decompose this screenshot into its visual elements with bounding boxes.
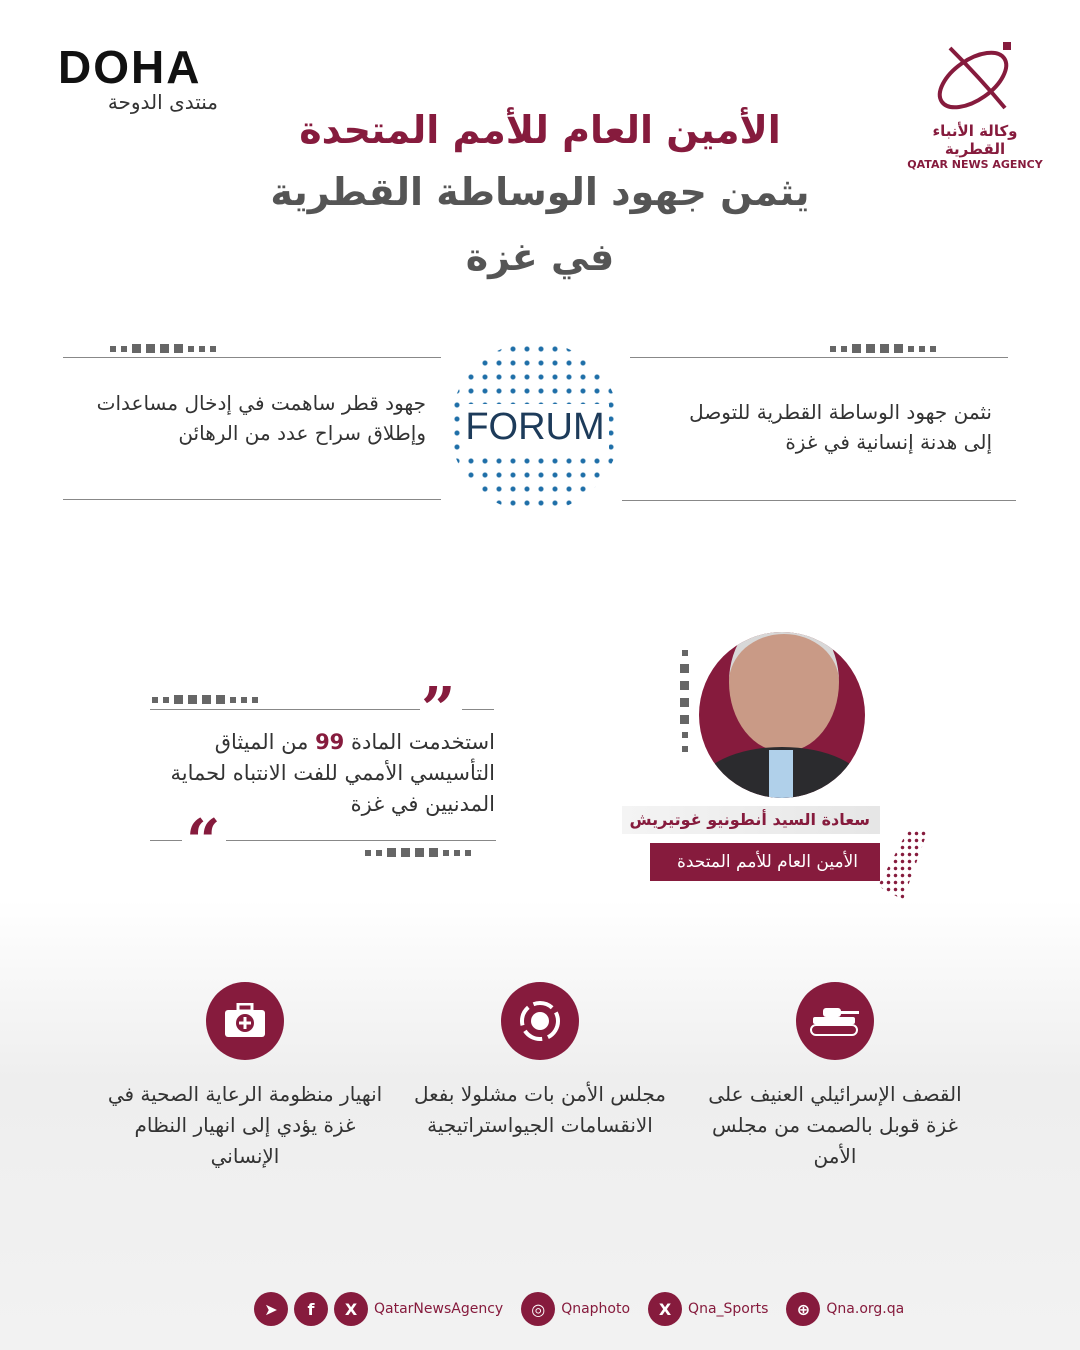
divider (63, 499, 441, 500)
left-quote-text (60, 388, 426, 448)
quote-text-part: استخدمت المادة (344, 730, 495, 754)
social-footer (254, 1292, 904, 1326)
dots-decoration (152, 695, 258, 704)
qna-emblem-icon (925, 38, 1025, 118)
website-link[interactable]: Qna.org.qa (826, 1301, 905, 1317)
divider (462, 709, 494, 710)
globe-icon[interactable]: ⊕ (786, 1292, 820, 1326)
right-quote-line: نثمن جهود الوساطة القطرية للتوصل (689, 400, 992, 424)
quote-article-number: 99 (315, 730, 345, 754)
forum-wordmark: FORUM (461, 404, 608, 451)
dots-decoration (365, 848, 471, 857)
tank-icon (796, 982, 874, 1060)
dots-decoration (680, 650, 689, 752)
dots-decoration (878, 830, 928, 900)
feature-text: القصف الإسرائيلي العنيف على غزة قوبل بالصمت من مجلس الأمن (708, 1082, 962, 1168)
sports-handle-link[interactable]: Qna_Sports (688, 1301, 769, 1317)
facebook-icon[interactable]: f (294, 1292, 328, 1326)
instagram-icon[interactable]: ◎ (521, 1292, 555, 1326)
dots-decoration (830, 344, 936, 353)
feature-text: مجلس الأمن بات مشلولا بفعل الانقسامات الجيواستراتيجية (414, 1082, 666, 1137)
portrait-photo (699, 632, 865, 798)
headline-line-2: يثمن جهود الوساطة القطرية (270, 170, 810, 214)
doha-forum-logo (58, 41, 218, 114)
doha-wordmark: DOHA (58, 41, 202, 93)
dots-decoration (110, 344, 216, 353)
quote-text-part: من الميثاق التأسيسي الأممي للفت الانتباه لحماية المدنيين في غزة (170, 730, 495, 816)
x-icon[interactable]: X (648, 1292, 682, 1326)
globe-network-icon (501, 982, 579, 1060)
person-name-text: سعادة السيد أنطونيو غوتيريش (629, 810, 870, 829)
headline-line-3: في غزة (465, 235, 615, 279)
left-quote-line: جهود قطر ساهمت في إدخال مساعدات (96, 391, 426, 415)
doha-arabic: منتدى الدوحة (107, 90, 218, 114)
social-handle-link[interactable]: QatarNewsAgency (374, 1301, 504, 1317)
divider (226, 840, 496, 841)
divider (63, 357, 441, 358)
divider (150, 840, 182, 841)
qna-arabic-name: وكالة الأنباء القطرية (932, 122, 1018, 158)
right-quote-text (620, 397, 992, 457)
qna-english-name: QATAR NEWS AGENCY (907, 158, 1043, 171)
headline-line-1: الأمين العام للأمم المتحدة (299, 108, 781, 152)
divider (622, 500, 1016, 501)
person-name (622, 806, 880, 834)
instagram-handle-link[interactable]: Qnaphoto (561, 1301, 631, 1317)
right-quote-line: إلى هدنة إنسانية في غزة (785, 430, 992, 454)
forum-logo (450, 342, 620, 512)
first-aid-kit-icon (206, 982, 284, 1060)
feature-text: انهيار منظومة الرعاية الصحية في غزة يؤدي إلى انهيار النظام الإنساني (107, 1082, 383, 1168)
telegram-icon[interactable]: ➤ (254, 1292, 288, 1326)
divider (630, 357, 1008, 358)
x-icon[interactable]: X (334, 1292, 368, 1326)
closing-quote-icon: ” (421, 675, 456, 745)
divider (150, 709, 420, 710)
opening-quote-icon: “ (186, 807, 221, 877)
left-quote-line: وإطلاق سراح عدد من الرهائن (178, 421, 426, 445)
person-role: الأمين العام للأمم المتحدة (650, 843, 880, 881)
